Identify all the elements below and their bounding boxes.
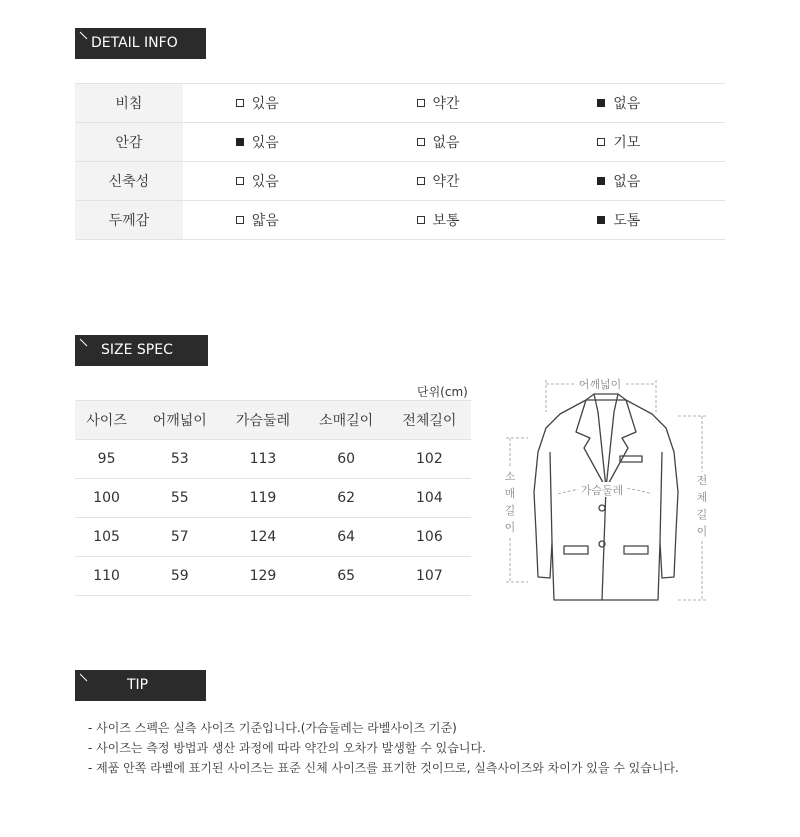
table-cell: 105 bbox=[75, 518, 138, 557]
length-label-char: 길 bbox=[696, 508, 708, 521]
size-column-header: 전체길이 bbox=[388, 401, 471, 440]
detail-row-label: 두께감 bbox=[75, 201, 183, 240]
table-cell: 124 bbox=[221, 518, 304, 557]
detail-option-label: 얇음 bbox=[251, 213, 279, 229]
detail-option-label: 약간 bbox=[432, 174, 460, 190]
empty-square-icon bbox=[236, 216, 244, 224]
checked-square-icon bbox=[597, 177, 605, 185]
tip-line: - 사이즈는 측정 방법과 생산 과정에 따라 약간의 오차가 발생할 수 있습니다. bbox=[88, 741, 486, 755]
detail-option-label: 있음 bbox=[251, 174, 279, 190]
detail-row bbox=[75, 84, 725, 123]
table-cell: 107 bbox=[388, 557, 471, 596]
detail-option-label: 있음 bbox=[251, 135, 279, 151]
size-column-header: 가슴둘레 bbox=[221, 401, 304, 440]
checked-square-icon bbox=[597, 99, 605, 107]
detail-info-title: DETAIL INFO bbox=[91, 35, 178, 51]
detail-option-label: 도톰 bbox=[613, 213, 641, 229]
detail-option bbox=[183, 84, 364, 123]
size-spec-header bbox=[75, 335, 208, 366]
chest-label: 가슴둘레 bbox=[580, 484, 624, 497]
size-column-header: 사이즈 bbox=[75, 401, 138, 440]
table-cell: 100 bbox=[75, 479, 138, 518]
unit-label: 단위(cm) bbox=[417, 385, 468, 399]
corner-slash-icon bbox=[79, 673, 89, 683]
table-cell: 65 bbox=[305, 557, 388, 596]
tip-line: - 제품 안쪽 라벨에 표기된 사이즈는 표준 신체 사이즈를 표기한 것이므로, 실측사이즈와 차이가 있을 수 있습니다. bbox=[88, 761, 679, 775]
detail-row bbox=[75, 201, 725, 240]
length-label-char: 이 bbox=[696, 525, 708, 538]
table-cell: 104 bbox=[388, 479, 471, 518]
detail-option bbox=[544, 123, 725, 162]
table-row bbox=[75, 557, 471, 596]
table-cell: 59 bbox=[138, 557, 221, 596]
detail-option-label: 없음 bbox=[432, 135, 460, 151]
shoulder-width-label: 어깨넓이 bbox=[578, 378, 622, 391]
empty-square-icon bbox=[417, 138, 425, 146]
sleeve-label-char: 매 bbox=[504, 487, 516, 500]
table-row bbox=[75, 479, 471, 518]
sleeve-label-char: 길 bbox=[504, 504, 516, 517]
size-spec-title: SIZE SPEC bbox=[101, 342, 173, 358]
corner-slash-icon bbox=[79, 338, 89, 348]
table-cell: 55 bbox=[138, 479, 221, 518]
tip-list bbox=[88, 718, 679, 778]
detail-info-table bbox=[75, 83, 725, 240]
table-row bbox=[75, 440, 471, 479]
sleeve-label-char: 소 bbox=[504, 470, 516, 483]
sleeve-label-char: 이 bbox=[504, 521, 516, 534]
detail-option-label: 없음 bbox=[613, 96, 641, 112]
table-cell: 102 bbox=[388, 440, 471, 479]
tip-header bbox=[75, 670, 206, 701]
detail-option-label: 기모 bbox=[613, 135, 641, 151]
table-cell: 129 bbox=[221, 557, 304, 596]
table-cell: 95 bbox=[75, 440, 138, 479]
checked-square-icon bbox=[236, 138, 244, 146]
table-cell: 106 bbox=[388, 518, 471, 557]
table-cell: 110 bbox=[75, 557, 138, 596]
detail-row-label: 안감 bbox=[75, 123, 183, 162]
detail-row bbox=[75, 162, 725, 201]
detail-row-label: 비침 bbox=[75, 84, 183, 123]
detail-option bbox=[364, 201, 545, 240]
detail-option bbox=[183, 123, 364, 162]
table-row bbox=[75, 518, 471, 557]
empty-square-icon bbox=[417, 177, 425, 185]
size-spec-table bbox=[75, 400, 471, 596]
table-cell: 113 bbox=[221, 440, 304, 479]
tip-line: - 사이즈 스펙은 실측 사이즈 기준입니다.(가슴둘레는 라벨사이즈 기준) bbox=[88, 721, 457, 735]
detail-row-label: 신축성 bbox=[75, 162, 183, 201]
size-spec-header-row bbox=[75, 401, 471, 440]
detail-option-label: 없음 bbox=[613, 174, 641, 190]
table-cell: 64 bbox=[305, 518, 388, 557]
detail-option bbox=[364, 123, 545, 162]
detail-option bbox=[364, 162, 545, 201]
detail-option-label: 보통 bbox=[432, 213, 460, 229]
detail-option bbox=[183, 162, 364, 201]
tip-title: TIP bbox=[127, 677, 149, 693]
corner-slash-icon bbox=[79, 31, 89, 41]
size-column-header: 소매길이 bbox=[305, 401, 388, 440]
detail-info-header bbox=[75, 28, 206, 59]
table-cell: 60 bbox=[305, 440, 388, 479]
detail-option bbox=[544, 162, 725, 201]
table-cell: 119 bbox=[221, 479, 304, 518]
empty-square-icon bbox=[597, 138, 605, 146]
detail-option-label: 약간 bbox=[432, 96, 460, 112]
size-column-header: 어깨넓이 bbox=[138, 401, 221, 440]
detail-option bbox=[183, 201, 364, 240]
table-cell: 57 bbox=[138, 518, 221, 557]
empty-square-icon bbox=[236, 177, 244, 185]
length-label-char: 체 bbox=[696, 491, 708, 504]
checked-square-icon bbox=[597, 216, 605, 224]
empty-square-icon bbox=[417, 99, 425, 107]
table-cell: 53 bbox=[138, 440, 221, 479]
detail-row bbox=[75, 123, 725, 162]
detail-option bbox=[364, 84, 545, 123]
table-cell: 62 bbox=[305, 479, 388, 518]
length-label-char: 전 bbox=[696, 474, 708, 487]
empty-square-icon bbox=[236, 99, 244, 107]
detail-option bbox=[544, 201, 725, 240]
jacket-measurement-diagram bbox=[498, 372, 718, 612]
empty-square-icon bbox=[417, 216, 425, 224]
detail-option-label: 있음 bbox=[251, 96, 279, 112]
detail-option bbox=[544, 84, 725, 123]
